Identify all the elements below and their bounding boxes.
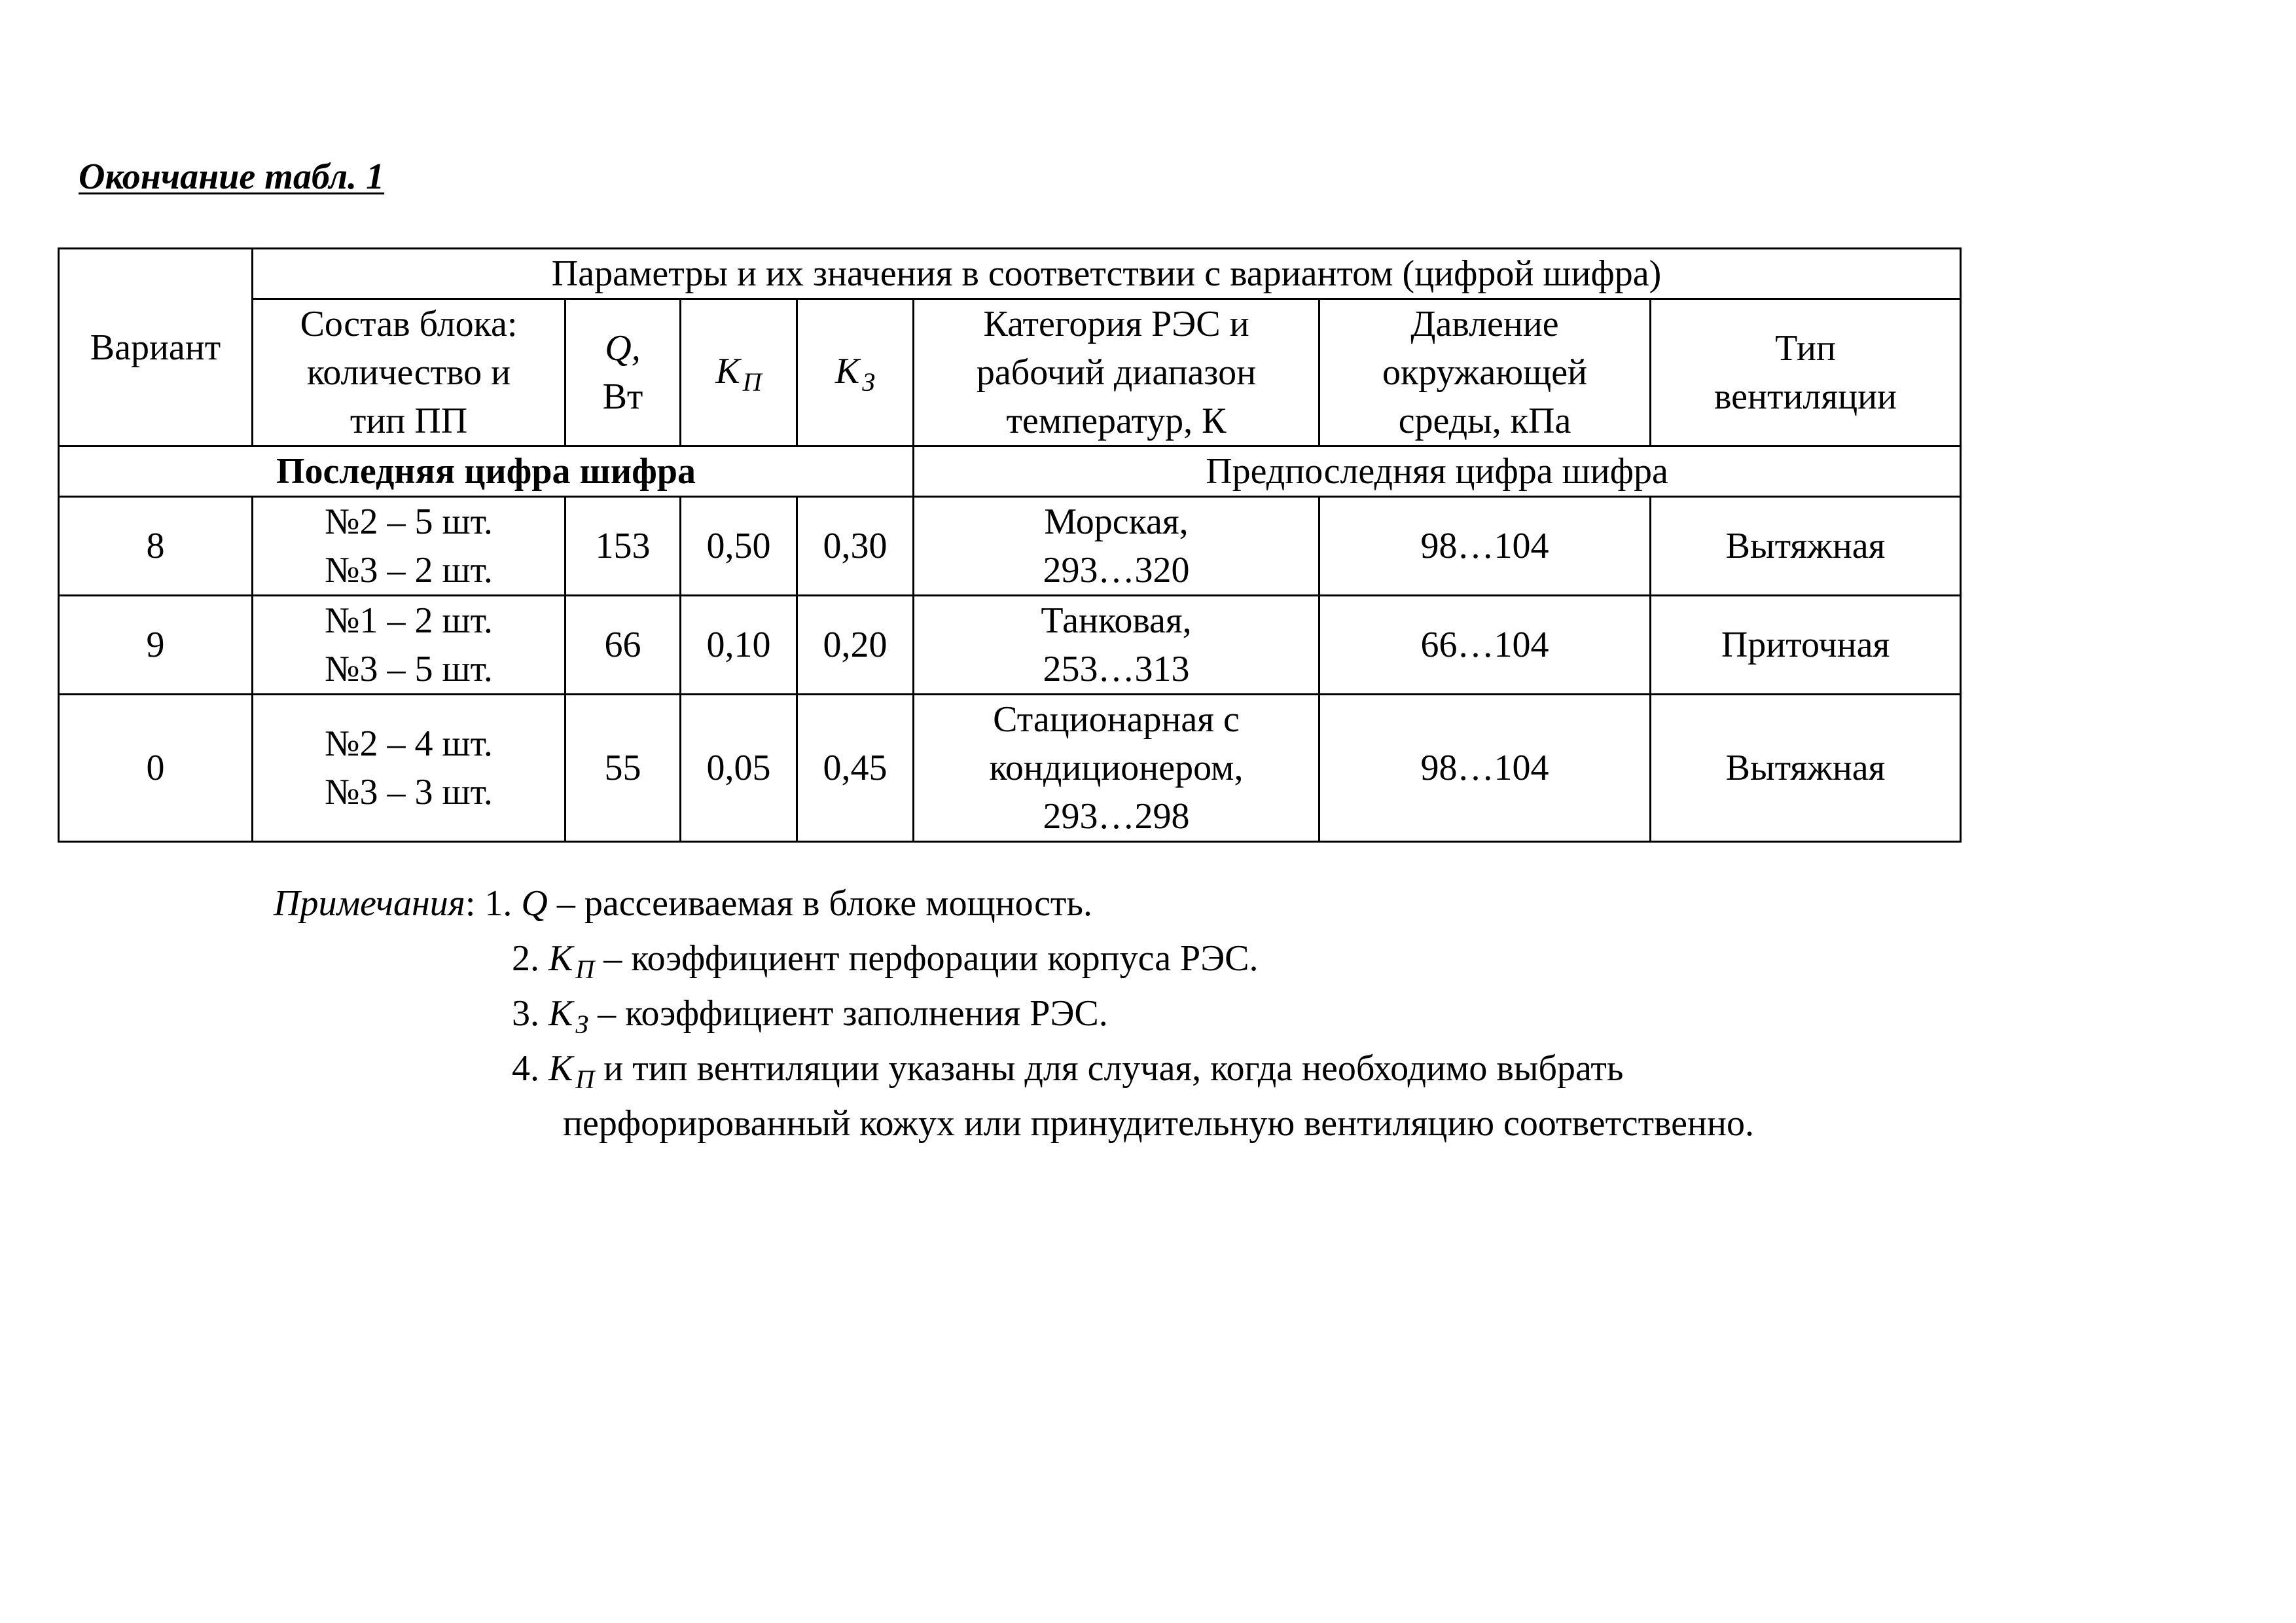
row-composition: №1 – 2 шт. №3 – 5 шт.: [253, 596, 565, 695]
table-caption: Окончание табл. 1: [79, 156, 385, 197]
row-pressure: 98…104: [1319, 695, 1651, 842]
row-kp: 0,10: [681, 596, 797, 695]
section-penultimate-digit: Предпоследняя цифра шифра: [914, 447, 1961, 497]
row-category: Стационарная с кондиционером, 293…298: [914, 695, 1319, 842]
header-ventilation: Тип вентиляции: [1651, 299, 1961, 447]
parameters-table: [58, 247, 1962, 843]
header-variant: Вариант: [59, 249, 253, 447]
table-row: [59, 695, 1961, 842]
row-ventilation: Приточная: [1651, 596, 1961, 695]
row-category: Танковая, 253…313: [914, 596, 1319, 695]
header-kz: K $_З$: [797, 299, 914, 447]
table-row: [59, 497, 1961, 596]
note-4-continuation: перфорированный кожух или принудительную вентиляцию соответственно.: [563, 1103, 1754, 1144]
note-4: 4. K $_П$ и тип вентиляции указаны для случая, когда необходимо выбрать: [512, 1048, 1624, 1094]
row-kp: 0,05: [681, 695, 797, 842]
notes-label: Примечания: [274, 883, 465, 924]
header-params-title: Параметры и их значения в соответствии с вариантом (цифрой шифра): [253, 249, 1961, 299]
row-variant: 8: [59, 497, 253, 596]
header-q: Q, Вт: [565, 299, 681, 447]
row-variant: 9: [59, 596, 253, 695]
row-ventilation: Вытяжная: [1651, 695, 1961, 842]
row-kz: 0,30: [797, 497, 914, 596]
row-kz: 0,20: [797, 596, 914, 695]
row-category: Морская, 293…320: [914, 497, 1319, 596]
header-category: Категория РЭС и рабочий диапазон температур, К: [914, 299, 1319, 447]
row-pressure: 98…104: [1319, 497, 1651, 596]
header-composition: Состав блока: количество и тип ПП: [253, 299, 565, 447]
section-last-digit: Последняя цифра шифра: [59, 447, 914, 497]
row-ventilation: Вытяжная: [1651, 497, 1961, 596]
row-composition: №2 – 4 шт. №3 – 3 шт.: [253, 695, 565, 842]
note-2: 2. K $_П$ – коэффициент перфорации корпуса РЭС.: [512, 938, 1259, 984]
row-kz: 0,45: [797, 695, 914, 842]
row-pressure: 66…104: [1319, 596, 1651, 695]
row-composition: №2 – 5 шт. №3 – 2 шт.: [253, 497, 565, 596]
note-1: Примечания: 1. Q – рассеиваемая в блоке мощность.: [274, 883, 1092, 924]
row-variant: 0: [59, 695, 253, 842]
row-kp: 0,50: [681, 497, 797, 596]
header-pressure: Давление окружающей среды, кПа: [1319, 299, 1651, 447]
header-kp: K $_П$: [681, 299, 797, 447]
table-row: [59, 596, 1961, 695]
row-q: 153: [565, 497, 681, 596]
row-q: 66: [565, 596, 681, 695]
note-3: 3. K $_З$ – коэффициент заполнения РЭС.: [512, 993, 1108, 1039]
row-q: 55: [565, 695, 681, 842]
